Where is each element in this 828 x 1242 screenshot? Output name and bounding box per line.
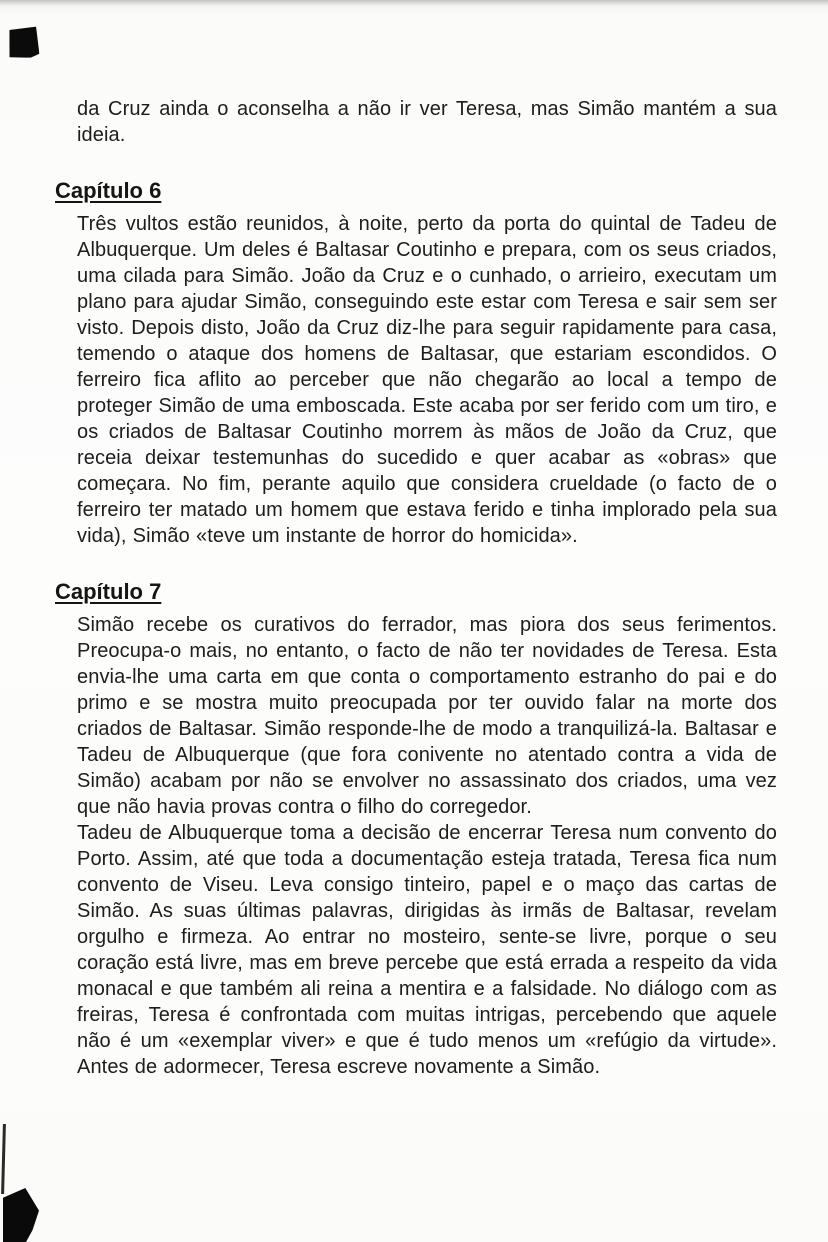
chapter-6-paragraph: Três vultos estão reunidos, à noite, perto da porta do quintal de Tadeu de Albuquerque. Um deles é Baltasar Coutinho e prepara, com os seus criados, uma cilada para Simão. João da Cruz e o cunhado, o arrieiro, executam um plano para ajudar Simão, conseguindo este estar com Teresa e sair sem ser visto. Depois disto, João da Cruz diz-lhe para seguir rapidamente para casa, temendo o ataque dos homens de Baltasar, que estariam escondidos. O ferreiro fica aflito ao perceber que não chegarão ao local a tempo de proteger Simão de uma emboscada. Este acaba por ser ferido com um tiro, e os criados de Baltasar Coutinho morrem às mãos de João da Cruz, que receia deixar testemunhas do sucedido e quer acabar as «obras» que começara. No fim, perante aquilo que considera crueldade (o facto de o ferreiro ter matado um homem que estava ferido e tinha implorado pela sua vida), Simão «teve um instante de horror do homicida».: [77, 213, 777, 547]
chapter-7-heading: Capítulo 7: [55, 579, 162, 604]
chapter-6-heading: Capítulo 6: [55, 178, 162, 203]
chapter-7-paragraph-2: Tadeu de Albuquerque toma a decisão de encerrar Teresa num convento do Porto. Assim, até que toda a documentação esteja tratada, Teresa fica num convento de Viseu. Leva consigo tinteiro, papel e o maço das cartas de Simão. As suas últimas palavras, dirigidas às irmãs de Baltasar, revelam orgulho e firmeza. Ao entrar no mosteiro, sente-se livre, porque o seu coração está livre, mas em breve percebe que está errada a respeito da vida monacal e que também ali reina a mentira e a falsidade. No diálogo com as freiras, Teresa é confrontada com muitas intrigas, percebendo que aquele não é um «exemplar viver» e que é tudo menos um «refúgio da virtude». Antes de adormecer, Teresa escreve novamente a Simão.: [77, 822, 777, 1078]
scan-mark-top-left: [8, 26, 39, 58]
intro-paragraph: da Cruz ainda o aconselha a não ir ver Teresa, mas Simão mantém a sua ideia.: [77, 98, 777, 146]
scan-edge-shadow: [0, 0, 828, 6]
scan-edge-line-bottom-left: [1, 1124, 6, 1194]
scan-mark-bottom-left: [3, 1188, 39, 1242]
document-content: [55, 96, 777, 1080]
chapter-7-paragraph-1: Simão recebe os curativos do ferrador, mas piora dos seus ferimentos. Preocupa-o mais, no entanto, o facto de não ter novidades de Teresa. Esta envia-lhe uma carta em que conta o comportamento estranho do pai e do primo e se mostra muito preocupada por ter ouvido falar na morte dos criados de Baltasar. Simão responde-lhe de modo a tranquilizá-la. Baltasar e Tadeu de Albuquerque (que fora conivente no atentado contra a vida de Simão) acabam por não se envolver no assassinato dos criados, uma vez que não havia provas contra o filho do corregedor.: [77, 614, 777, 818]
